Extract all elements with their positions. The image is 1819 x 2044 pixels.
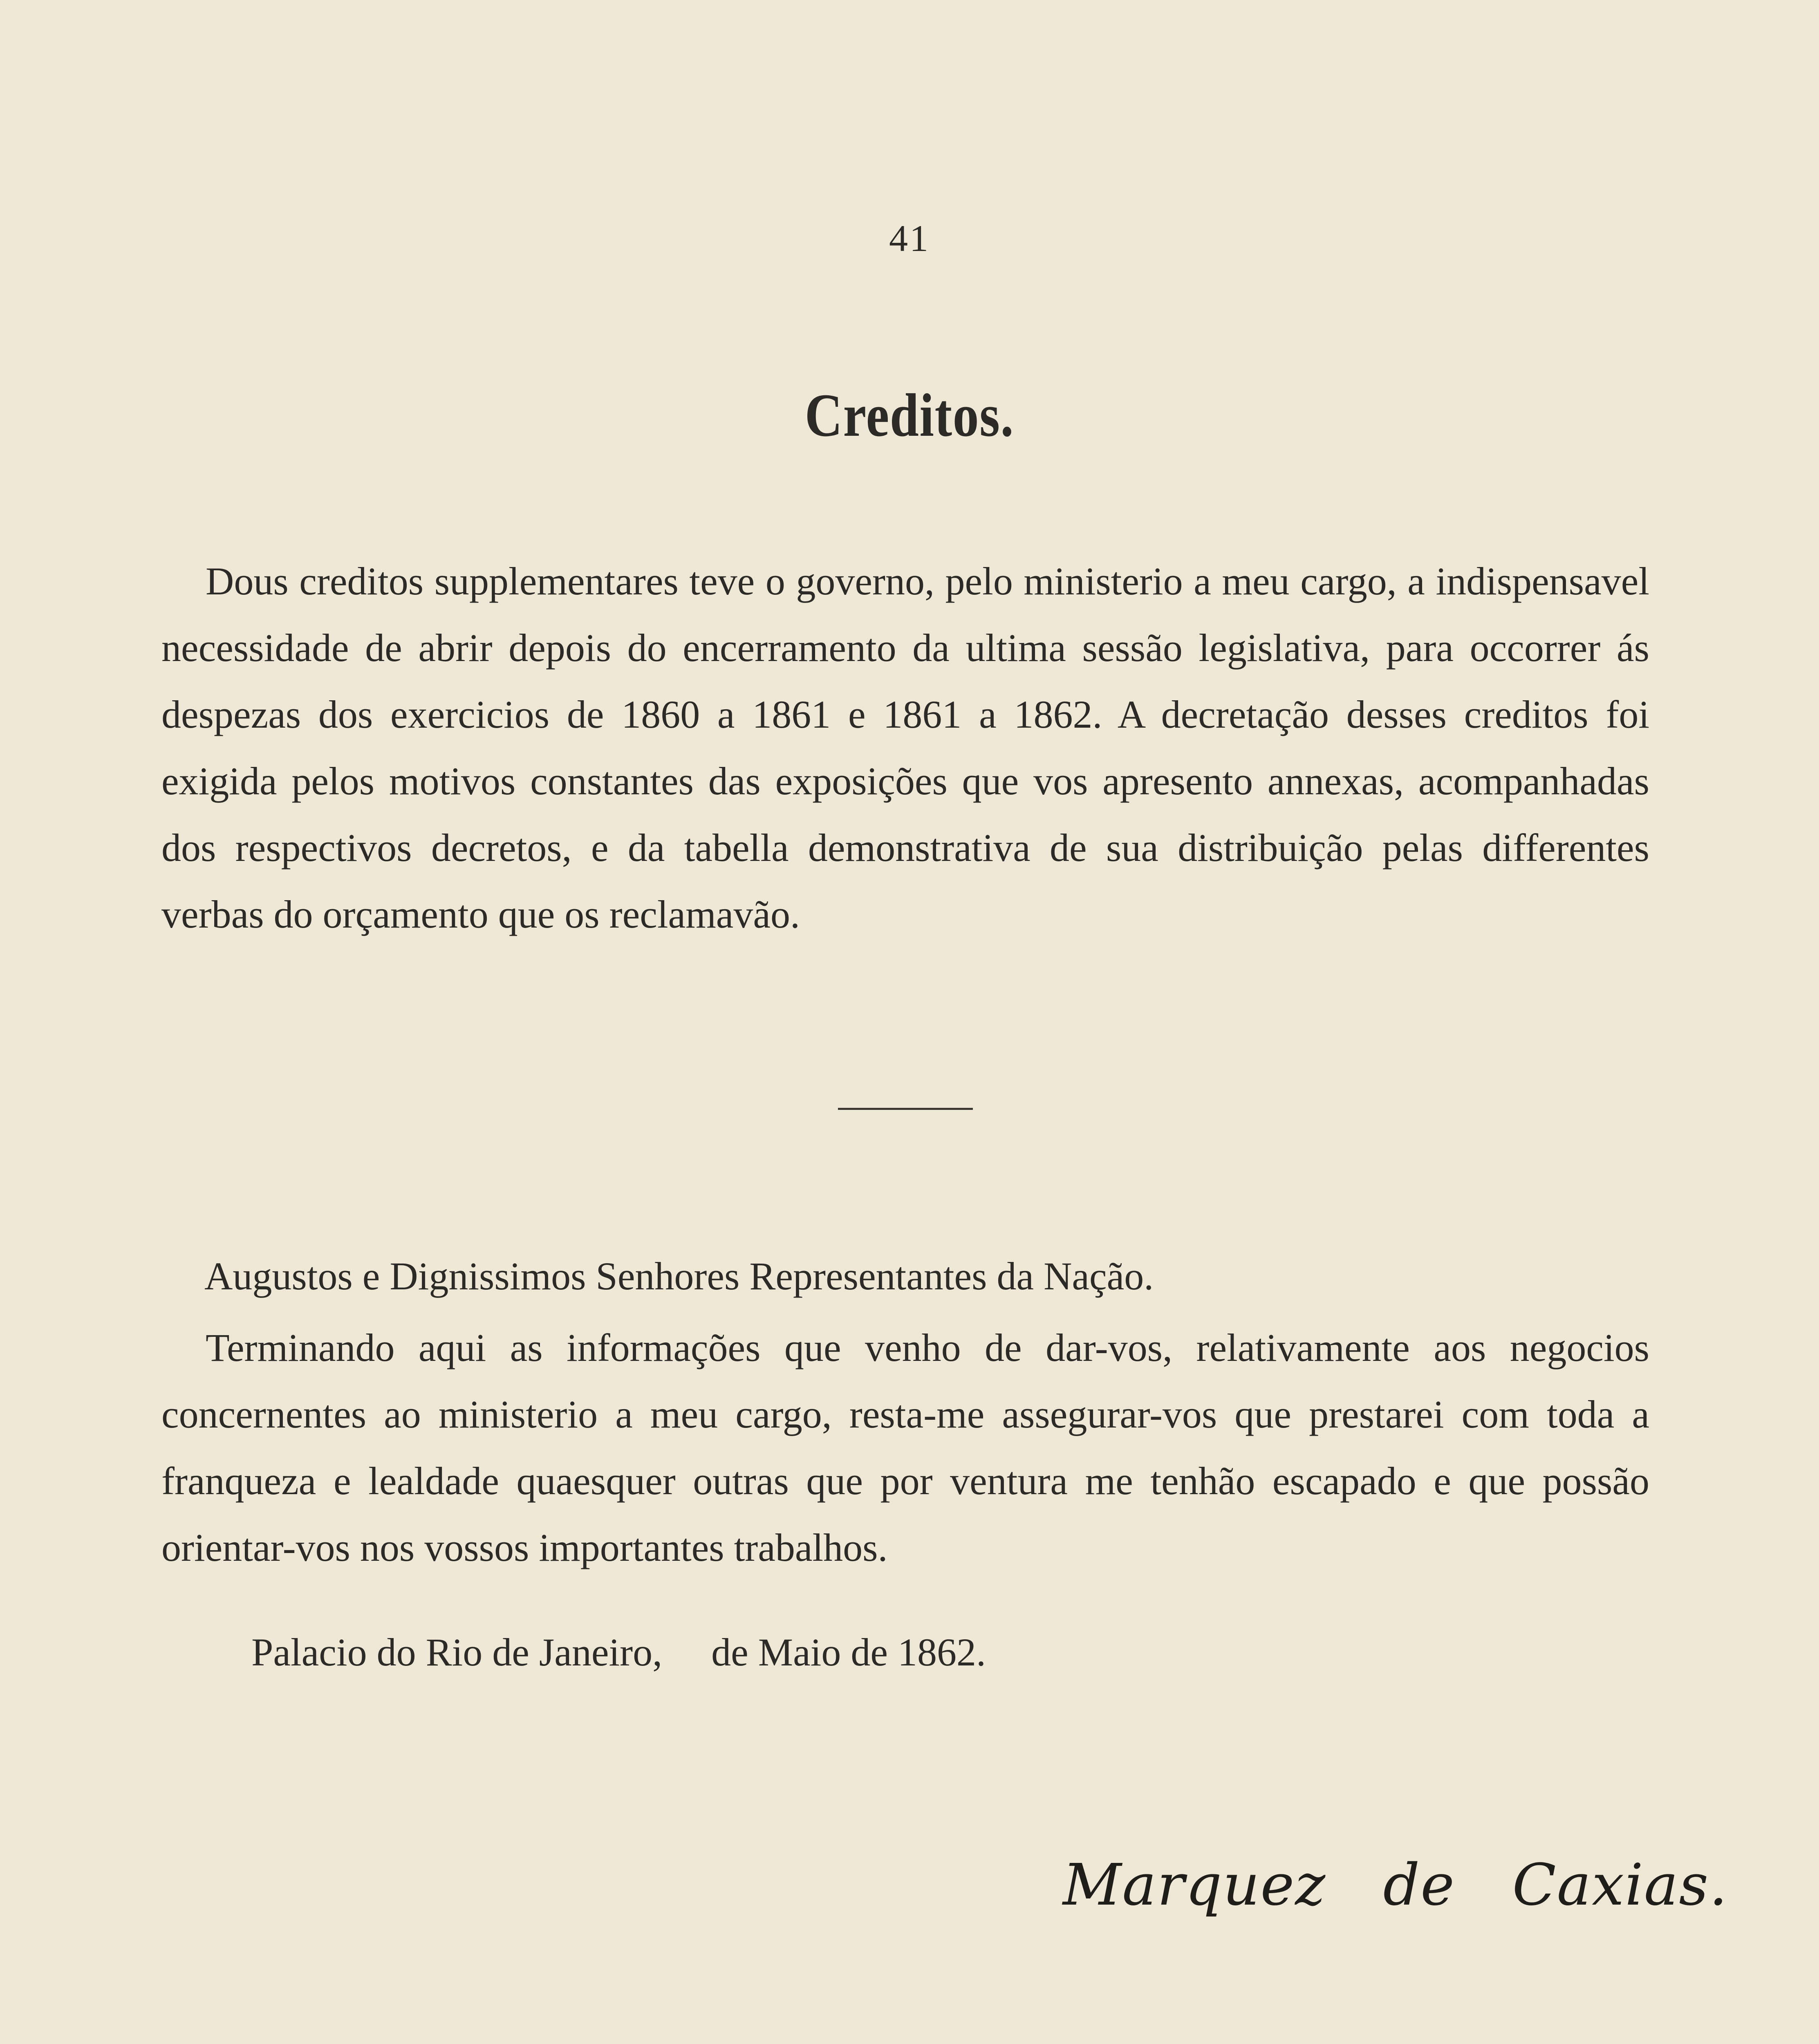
section-divider xyxy=(838,1108,973,1110)
paragraph-credits: Dous creditos supplementares teve o governo, pelo ministerio a meu cargo, a indispensavel necessidade de abrir depois do encerramento da ultima sessão legislativa, para occorrer ás despezas dos exercicios de 1860 a 1861 e 1861 a 1862. A decretação desses creditos foi exigida pelos motivos constantes das exposições que vos apresento annexas, acompanhadas dos respectivos decretos, e da tabella demonstrativa de sua distribuição pelas differentes verbas do orçamento que os reclamavão. xyxy=(161,559,1649,936)
paragraph-closing-remarks: Terminando aqui as informações que venho de dar-vos, relativamente aos negocios concernentes ao ministerio a meu cargo, resta-me assegurar-vos que prestarei com toda a franqueza e lealdade quaesquer outras que por ventura me tenhão escapado e que possão orientar-vos nos vossos importantes trabalhos. xyxy=(161,1326,1649,1569)
page-number: 41 xyxy=(889,217,930,259)
section-title: Creditos. xyxy=(804,381,1015,449)
place-and-date: Palacio do Rio de Janeiro, de Maio de 1862. xyxy=(251,1630,986,1674)
handwritten-signature: Marquez de Caxias. xyxy=(1063,1852,1728,1918)
salutation: Augustos e Dignissimos Senhores Representantes da Nação. xyxy=(204,1254,1154,1298)
